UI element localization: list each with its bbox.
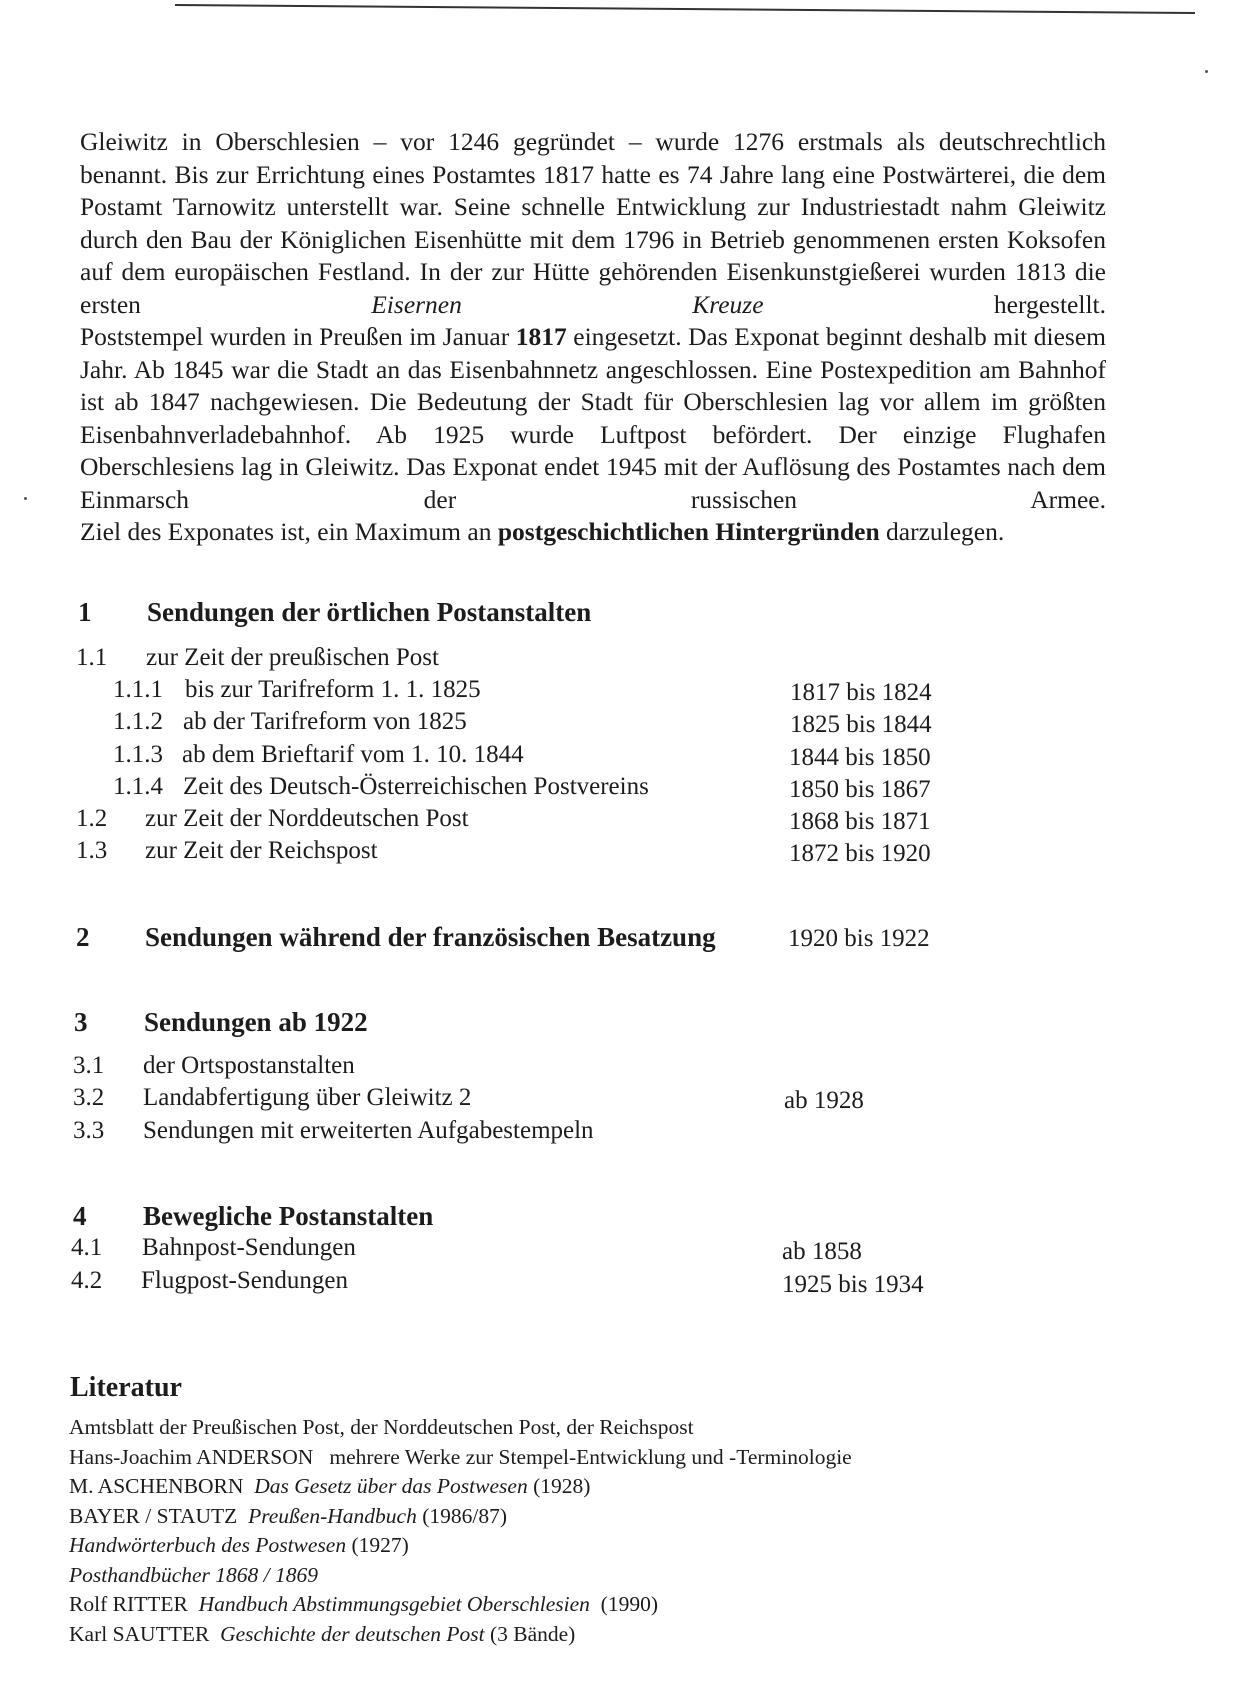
item-number: 4.2 [71, 1267, 103, 1294]
section-4-title: Bewegliche Postanstalten [143, 1201, 434, 1231]
scan-speck [24, 497, 27, 500]
item-label: ab der Tarifreform von 1825 [183, 708, 467, 735]
section-4-number: 4 [73, 1201, 87, 1231]
section-2-title: Sendungen während der französischen Besatzung [145, 922, 716, 952]
scan-top-rule [175, 4, 1195, 14]
item-label: zur Zeit der Reichspost [145, 837, 378, 864]
item-label: der Ortspostanstalten [143, 1052, 355, 1079]
item-label: ab dem Brieftarif vom 1. 10. 1844 [182, 741, 524, 768]
item-label: zur Zeit der Norddeutschen Post [145, 805, 469, 832]
intro-text [80, 126, 1106, 549]
item-number: 1.3 [76, 837, 108, 864]
literatur-entry: BAYER / STAUTZ Preußen-Handbuch (1986/87) [69, 1503, 508, 1528]
literatur-entry: Posthandbücher 1868 / 1869 [69, 1562, 319, 1587]
eiserne-kreuze-emphasis: Eisernen Kreuze [371, 289, 764, 319]
scan-speck [1205, 70, 1208, 73]
literatur-entry: Handwörterbuch des Postwesen (1927) [69, 1533, 409, 1557]
intro-paragraph-1: Gleiwitz in Oberschlesien – vor 1246 gegründet – wurde 1276 erstmals als deutschrechtlich benannt. Bis zur Errichtung eines Postamtes 1817 hatte es 74 Jahre lang eine Postwärterei, die dem Postamt Tarnowitz unterstellt war. Seine schnelle Entwicklung zur Industriestadt nahm Gleiwitz durch den Bau der Königlichen Eisenhütte mit dem 1796 in Betrieb genommenen ersten Koksofen auf dem europäischen Festland. In der zur Hütte gehörenden Eisenkunstgießerei wurden 1813 die ersten Eisernen Kreuze hergestellt. [80, 127, 1106, 319]
item-label: Landabfertigung über Gleiwitz 2 [143, 1084, 472, 1111]
section-2-number: 2 [76, 922, 90, 952]
section-1-number: 1 [78, 597, 92, 627]
item-number: 1.1.4 [113, 773, 163, 800]
literatur-entry: Amtsblatt der Preußischen Post, der Norddeutschen Post, der Reichspost [69, 1415, 694, 1439]
item-number: 3.2 [73, 1084, 105, 1111]
literatur-entry: Karl SAUTTER Geschichte der deutschen Post (3 Bände) [69, 1621, 576, 1646]
item-number: 1.1 [76, 644, 108, 671]
item-number: 1.2 [76, 805, 108, 832]
item-period: 1844 bis 1850 [789, 744, 931, 771]
item-number: 4.1 [71, 1234, 103, 1261]
item-period: 1925 bis 1934 [782, 1271, 924, 1298]
item-label: Zeit des Deutsch-Österreichischen Postvereins [183, 773, 649, 800]
literatur-heading: Literatur [70, 1372, 182, 1403]
goal-emphasis-bold: postgeschichtlichen Hintergründen [497, 517, 880, 546]
item-number: 1.1.1 [113, 676, 163, 703]
intro-paragraph-2: Poststempel wurden in Preußen im Januar 1817 eingesetzt. Das Exponat beginnt deshalb mit diesem Jahr. Ab 1845 war die Stadt an das Eisenbahnnetz angeschlossen. Eine Postexpedition am Bahnhof ist ab 1847 nachgewiesen. Die Bedeutung der Stadt für Oberschlesien lag vor allem im größten Eisenbahnverladebahnhof. Ab 1925 wurde Luftpost befördert. Der einzige Flughafen Oberschlesiens lag in Gleiwitz. Das Exponat endet 1945 mit der Auflösung des Postamtes nach dem Einmarsch der russischen Armee. [80, 322, 1107, 514]
item-label: bis zur Tarifreform 1. 1. 1825 [185, 676, 481, 703]
item-label: zur Zeit der preußischen Post [146, 644, 439, 671]
item-period: 1817 bis 1824 [790, 679, 932, 706]
item-period: ab 1858 [782, 1238, 862, 1265]
item-number: 1.1.2 [113, 708, 163, 735]
item-number: 3.3 [73, 1117, 105, 1144]
item-period: 1872 bis 1920 [789, 840, 931, 867]
item-label: Flugpost-Sendungen [141, 1267, 348, 1294]
item-period: 1868 bis 1871 [789, 808, 931, 835]
item-label: Bahnpost-Sendungen [142, 1234, 356, 1261]
year-1817-bold: 1817 [515, 322, 567, 351]
item-period: ab 1928 [784, 1087, 864, 1114]
item-period: 1850 bis 1867 [789, 776, 931, 803]
section-3-title: Sendungen ab 1922 [144, 1007, 368, 1037]
section-2-period: 1920 bis 1922 [788, 925, 930, 952]
item-period: 1825 bis 1844 [790, 711, 932, 738]
section-3-number: 3 [74, 1007, 88, 1037]
item-number: 1.1.3 [113, 741, 163, 768]
literatur-list [69, 1413, 852, 1649]
literatur-entry: M. ASCHENBORN Das Gesetz über das Postwesen (1928) [69, 1474, 591, 1498]
literatur-entry: Hans-Joachim ANDERSON mehrere Werke zur Stempel-Entwicklung und -Terminologie [69, 1444, 852, 1469]
item-number: 3.1 [73, 1052, 105, 1079]
intro-paragraph-3: Ziel des Exponates ist, ein Maximum an postgeschichtlichen Hintergründen darzulegen. [80, 517, 1005, 546]
item-label: Sendungen mit erweiterten Aufgabestempeln [143, 1117, 594, 1144]
section-1-title: Sendungen der örtlichen Postanstalten [147, 597, 592, 627]
literatur-entry: Rolf RITTER Handbuch Abstimmungsgebiet Oberschlesien (1990) [69, 1592, 658, 1616]
